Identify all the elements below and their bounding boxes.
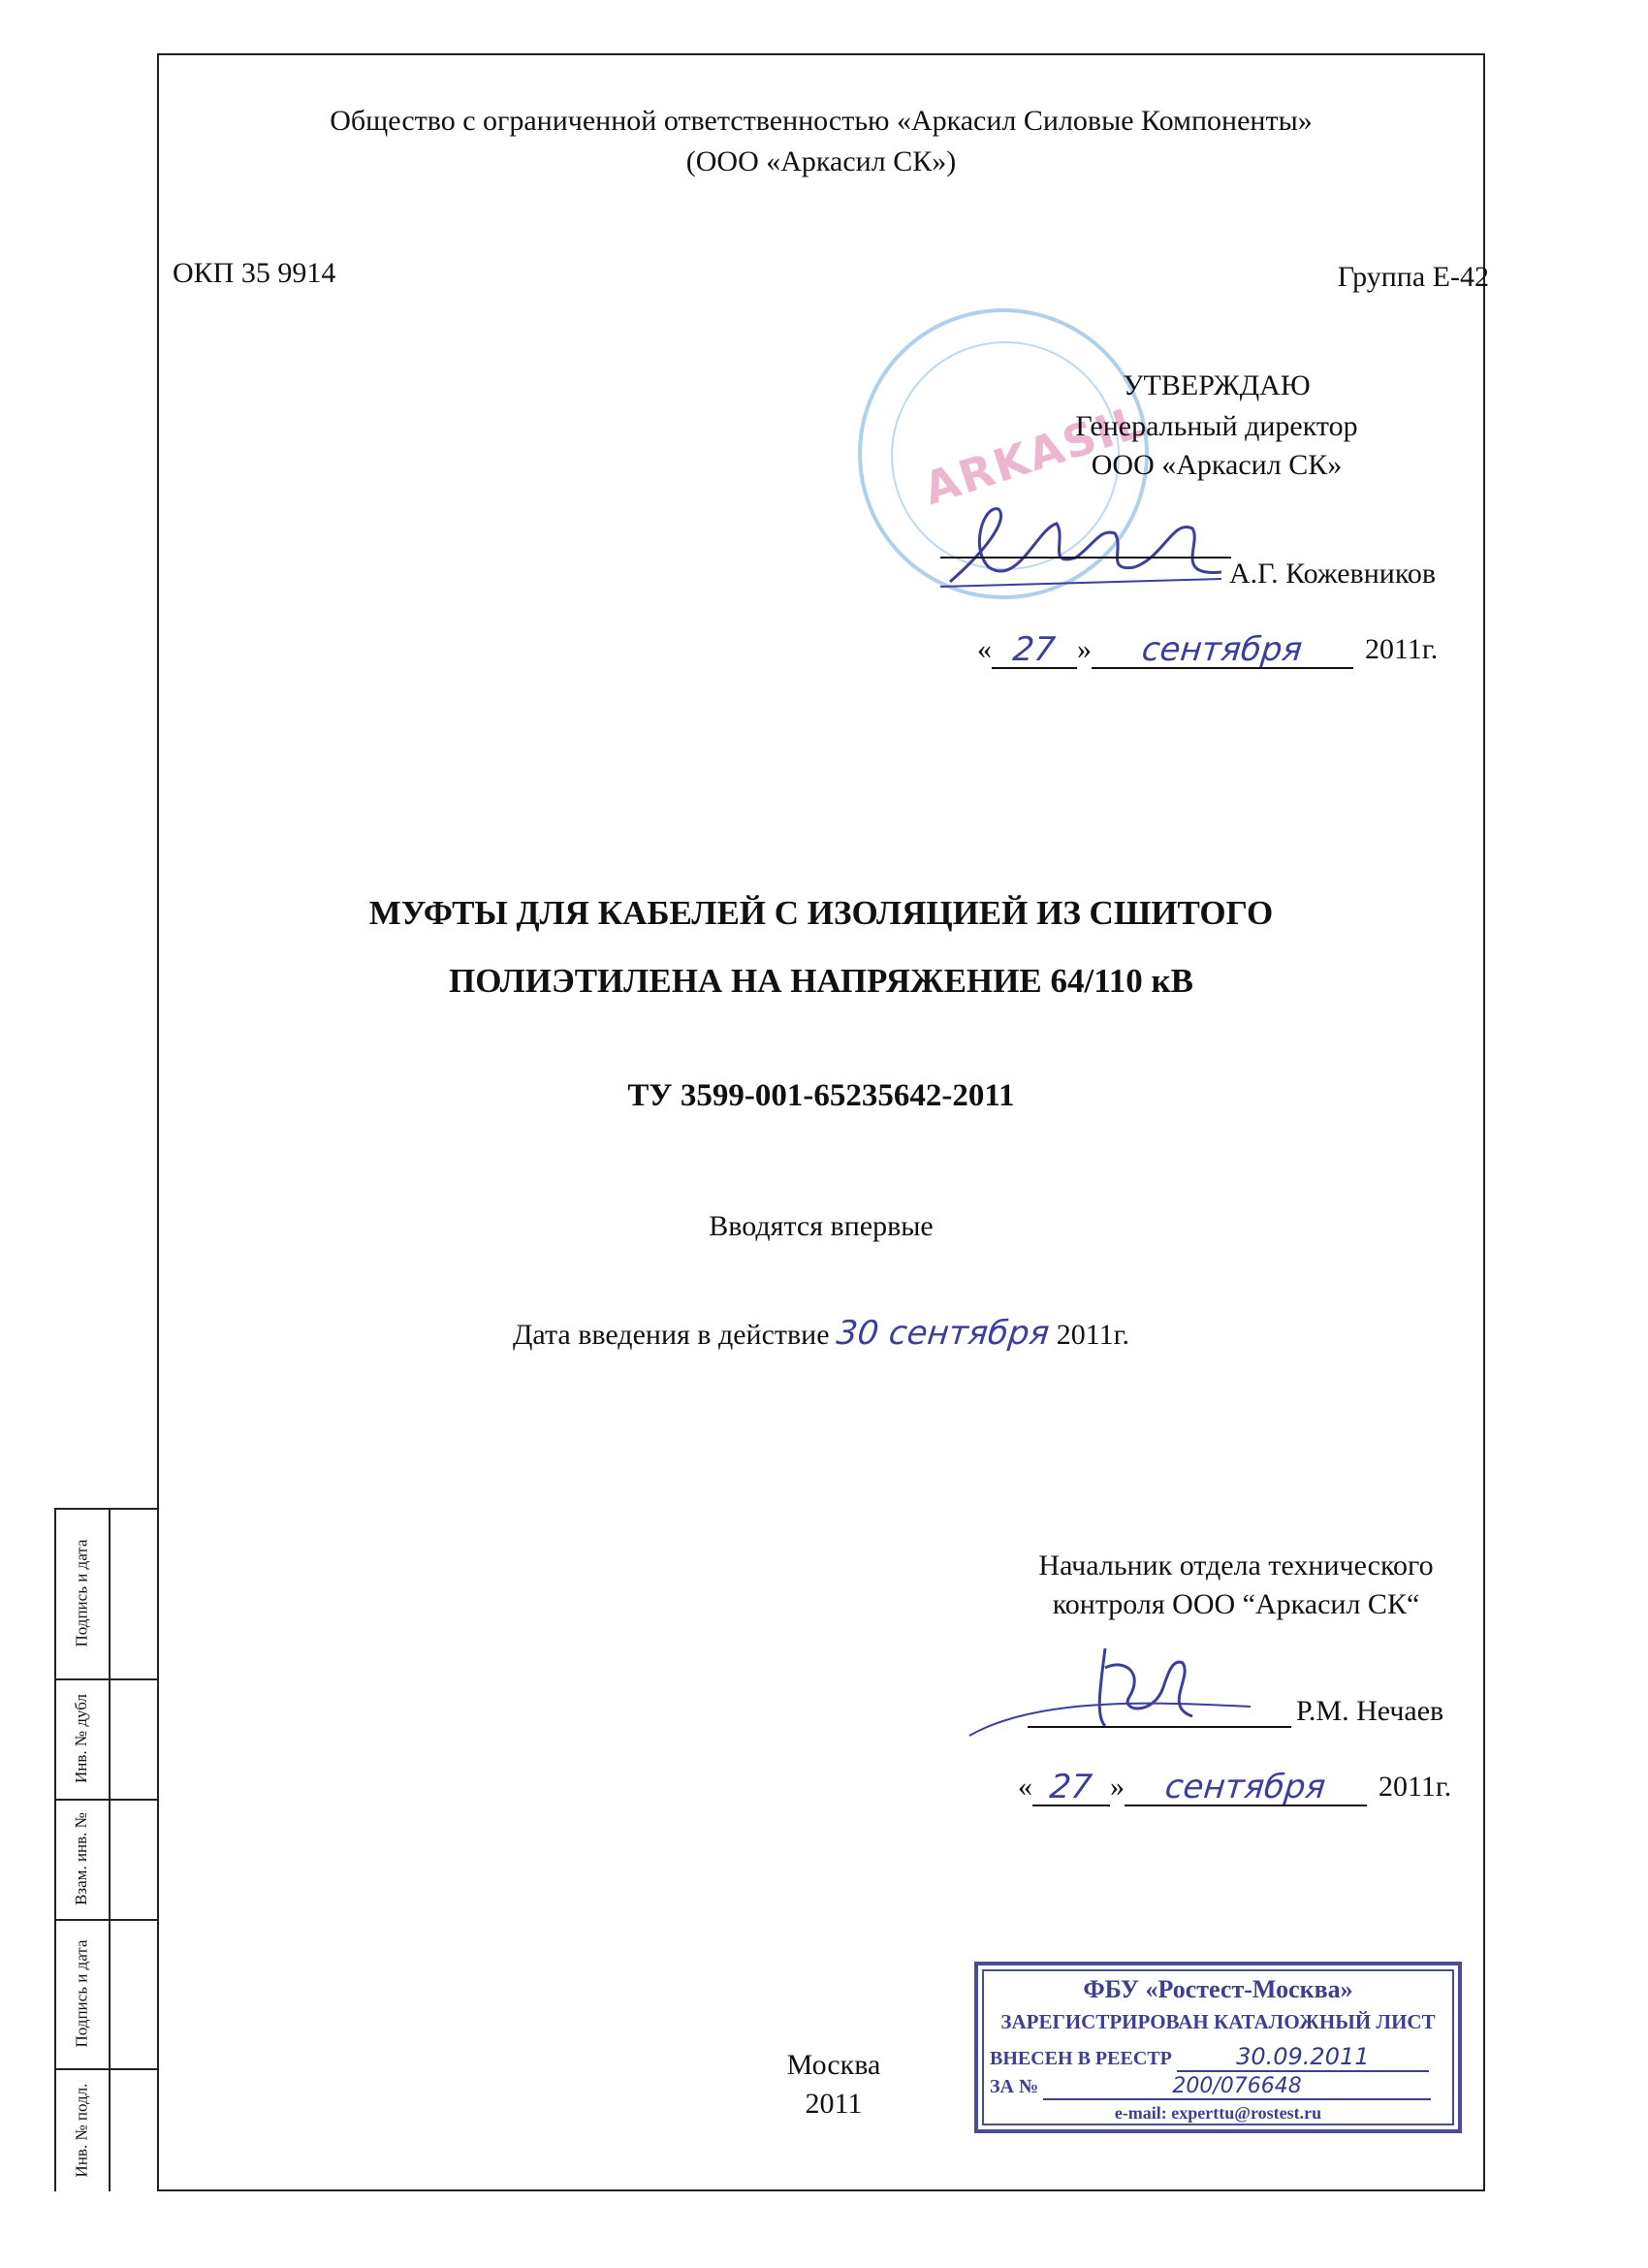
side-label-dup-inv: Инв. № дубл bbox=[72, 1693, 91, 1784]
control-month: сентября bbox=[1163, 1768, 1328, 1806]
side-stamp-table bbox=[54, 1508, 157, 2191]
side-label-original-inv: Инв. № подл. bbox=[72, 2083, 90, 2177]
okp-code: ОКП 35 9914 bbox=[173, 257, 336, 289]
approval-title: УТВЕРЖДАЮ bbox=[1123, 369, 1311, 401]
organization-short-name: (ООО «Аркасил СК») bbox=[685, 145, 957, 177]
stamp-number-line: ЗА № 200/076648 bbox=[990, 2074, 1446, 2100]
side-label-signature-date-2: Подпись и дата bbox=[72, 1939, 90, 2048]
approval-company: ООО «Аркасил СК» bbox=[1091, 449, 1343, 481]
stamp-org: ФБУ «Ростест-Москва» bbox=[1083, 1975, 1353, 2003]
intro-note: Вводятся впервые bbox=[709, 1210, 934, 1242]
document-title-line2: ПОЛИЭТИЛЕНА НА НАПРЯЖЕНИЕ 64/110 кВ bbox=[448, 962, 1194, 1000]
director-signature bbox=[931, 490, 1241, 596]
registry-stamp bbox=[974, 1962, 1462, 2133]
footer-year: 2011 bbox=[805, 2088, 863, 2120]
control-name: Р.М. Нечаев bbox=[1296, 1695, 1444, 1727]
stamp-registry-line: ВНЕСЕН В РЕЕСТР 30.09.2011 bbox=[990, 2043, 1446, 2072]
control-position-line1: Начальник отдела технического bbox=[1038, 1549, 1434, 1581]
control-date: « 27 » сентября 2011г. bbox=[1018, 1768, 1452, 1806]
stamp-number: 200/076648 bbox=[1043, 2074, 1431, 2100]
organization-name: Общество с ограниченной ответственностью «Аркасил Силовые Компоненты» bbox=[330, 105, 1313, 137]
approval-month: сентября bbox=[1140, 630, 1305, 669]
control-signature bbox=[960, 1629, 1260, 1745]
document-title-line1: МУФТЫ ДЛЯ КАБЕЛЕЙ С ИЗОЛЯЦИЕЙ ИЗ СШИТОГО bbox=[368, 894, 1274, 932]
control-position-line2: контроля ООО “Аркасил СК“ bbox=[1052, 1588, 1420, 1620]
director-name: А.Г. Кожевников bbox=[1229, 558, 1437, 590]
group-code: Группа Е-42 bbox=[1337, 261, 1489, 293]
company-seal: АRKASIL bbox=[858, 308, 1149, 599]
control-day: 27 bbox=[1048, 1768, 1094, 1806]
stamp-registry-date: 30.09.2011 bbox=[1177, 2043, 1429, 2072]
effective-date-handwritten: 30 сентября bbox=[834, 1314, 1052, 1353]
city: Москва bbox=[786, 2049, 881, 2081]
spec-code: ТУ 3599-001-65235642-2011 bbox=[627, 1078, 1015, 1113]
approval-day: 27 bbox=[1011, 630, 1058, 669]
approval-position: Генеральный директор bbox=[1075, 410, 1358, 442]
stamp-status: ЗАРЕГИСТРИРОВАН КАТАЛОЖНЫЙ ЛИСТ bbox=[1000, 2010, 1436, 2033]
side-label-signature-date: Подпись и дата bbox=[72, 1539, 90, 1647]
effective-date: Дата введения в действие 30 сентября 2011г. bbox=[512, 1314, 1130, 1353]
approval-date: « 27 » сентября 2011г. bbox=[977, 630, 1439, 669]
stamp-email: e-mail: experttu@rostest.ru bbox=[1114, 2103, 1322, 2123]
side-label-replace-inv: Взам. инв. № bbox=[72, 1812, 90, 1905]
